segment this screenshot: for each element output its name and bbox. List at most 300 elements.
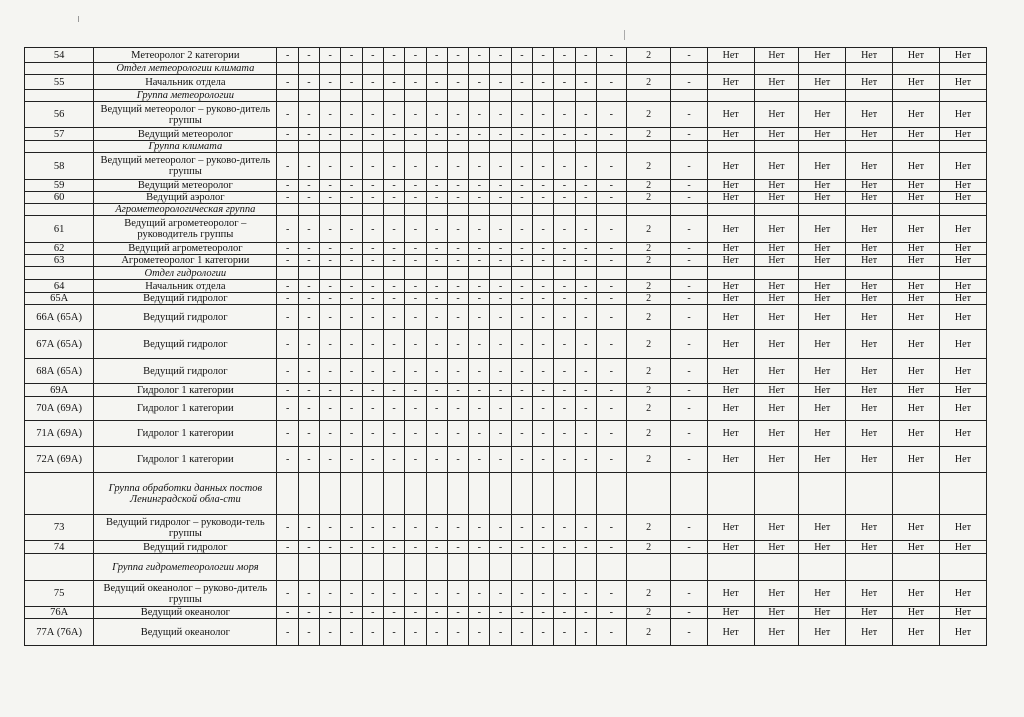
dash-cell: - bbox=[469, 359, 490, 384]
dash-cell: - bbox=[341, 359, 362, 384]
dash-cell: - bbox=[533, 243, 554, 255]
no-cell: Нет bbox=[893, 280, 940, 293]
no-cell: Нет bbox=[893, 128, 940, 141]
dash-cell: - bbox=[447, 541, 468, 554]
empty-cell bbox=[426, 554, 447, 581]
dash-cell: - bbox=[383, 75, 404, 90]
empty-cell bbox=[893, 204, 940, 216]
dash-cell: - bbox=[405, 607, 426, 619]
dash-cell: - bbox=[575, 216, 596, 243]
dash-cell: - bbox=[362, 397, 383, 421]
empty-cell bbox=[447, 267, 468, 280]
no-cell: Нет bbox=[707, 180, 754, 192]
dash-cell: - bbox=[405, 619, 426, 646]
dash-cell: - bbox=[490, 128, 511, 141]
dash-cell: - bbox=[277, 421, 298, 447]
no-cell: Нет bbox=[707, 384, 754, 397]
no-cell: Нет bbox=[893, 607, 940, 619]
dash-cell: - bbox=[405, 48, 426, 63]
dash-cell: - bbox=[575, 128, 596, 141]
dash-cell: - bbox=[426, 607, 447, 619]
empty-cell bbox=[447, 473, 468, 515]
empty-cell bbox=[575, 141, 596, 153]
empty-cell bbox=[533, 63, 554, 75]
dash-cell: - bbox=[362, 330, 383, 359]
dash-cell: - bbox=[533, 293, 554, 305]
no-cell: Нет bbox=[799, 293, 846, 305]
row-number bbox=[25, 63, 94, 75]
dash-cell: - bbox=[469, 75, 490, 90]
class-value-cell: 2 bbox=[626, 330, 671, 359]
class-value-cell: 2 bbox=[626, 75, 671, 90]
dash-cell: - bbox=[277, 330, 298, 359]
dash-cell: - bbox=[298, 192, 319, 204]
empty-cell bbox=[799, 267, 846, 280]
no-cell: Нет bbox=[939, 330, 986, 359]
dash-cell: - bbox=[671, 48, 707, 63]
dash-cell: - bbox=[447, 280, 468, 293]
empty-cell bbox=[939, 63, 986, 75]
empty-cell bbox=[405, 204, 426, 216]
dash-cell: - bbox=[490, 180, 511, 192]
position-name: Ведущий океанолог bbox=[94, 619, 277, 646]
dash-cell: - bbox=[405, 384, 426, 397]
empty-cell bbox=[277, 554, 298, 581]
dash-cell: - bbox=[511, 180, 532, 192]
dash-cell: - bbox=[671, 330, 707, 359]
empty-cell bbox=[341, 204, 362, 216]
dash-cell: - bbox=[362, 305, 383, 330]
dash-cell: - bbox=[533, 607, 554, 619]
dash-cell: - bbox=[554, 541, 575, 554]
section-title: Группа гидрометеорологии моря bbox=[94, 554, 277, 581]
dash-cell: - bbox=[490, 192, 511, 204]
class-value-cell: 2 bbox=[626, 397, 671, 421]
dash-cell: - bbox=[341, 384, 362, 397]
no-cell: Нет bbox=[799, 581, 846, 607]
dash-cell: - bbox=[298, 255, 319, 267]
dash-cell: - bbox=[671, 421, 707, 447]
dash-cell: - bbox=[469, 153, 490, 180]
empty-cell bbox=[626, 473, 671, 515]
empty-cell bbox=[533, 141, 554, 153]
table-row bbox=[25, 280, 987, 293]
dash-cell: - bbox=[447, 397, 468, 421]
dash-cell: - bbox=[320, 293, 341, 305]
dash-cell: - bbox=[596, 619, 626, 646]
empty-cell bbox=[511, 267, 532, 280]
staff-hazard-table bbox=[24, 47, 987, 646]
dash-cell: - bbox=[383, 421, 404, 447]
dash-cell: - bbox=[320, 102, 341, 128]
dash-cell: - bbox=[447, 447, 468, 473]
dash-cell: - bbox=[490, 447, 511, 473]
section-row bbox=[25, 267, 987, 280]
dash-cell: - bbox=[533, 581, 554, 607]
table-body bbox=[25, 48, 987, 646]
empty-cell bbox=[596, 63, 626, 75]
dash-cell: - bbox=[362, 216, 383, 243]
row-number: 61 bbox=[25, 216, 94, 243]
empty-cell bbox=[490, 63, 511, 75]
no-cell: Нет bbox=[799, 607, 846, 619]
dash-cell: - bbox=[320, 243, 341, 255]
dash-cell: - bbox=[511, 421, 532, 447]
empty-cell bbox=[799, 63, 846, 75]
dash-cell: - bbox=[426, 102, 447, 128]
no-cell: Нет bbox=[707, 330, 754, 359]
dash-cell: - bbox=[405, 180, 426, 192]
dash-cell: - bbox=[575, 581, 596, 607]
dash-cell: - bbox=[469, 447, 490, 473]
dash-cell: - bbox=[596, 397, 626, 421]
table-row bbox=[25, 515, 987, 541]
dash-cell: - bbox=[362, 581, 383, 607]
no-cell: Нет bbox=[939, 75, 986, 90]
dash-cell: - bbox=[383, 515, 404, 541]
dash-cell: - bbox=[554, 216, 575, 243]
empty-cell bbox=[554, 63, 575, 75]
dash-cell: - bbox=[554, 153, 575, 180]
dash-cell: - bbox=[447, 384, 468, 397]
empty-cell bbox=[707, 267, 754, 280]
empty-cell bbox=[341, 554, 362, 581]
dash-cell: - bbox=[671, 153, 707, 180]
no-cell: Нет bbox=[707, 255, 754, 267]
dash-cell: - bbox=[575, 180, 596, 192]
dash-cell: - bbox=[277, 75, 298, 90]
dash-cell: - bbox=[362, 384, 383, 397]
empty-cell bbox=[893, 473, 940, 515]
dash-cell: - bbox=[341, 619, 362, 646]
dash-cell: - bbox=[320, 255, 341, 267]
empty-cell bbox=[298, 90, 319, 102]
dash-cell: - bbox=[469, 384, 490, 397]
no-cell: Нет bbox=[893, 48, 940, 63]
dash-cell: - bbox=[575, 421, 596, 447]
dash-cell: - bbox=[426, 359, 447, 384]
dash-cell: - bbox=[671, 243, 707, 255]
class-value-cell: 2 bbox=[626, 515, 671, 541]
dash-cell: - bbox=[596, 541, 626, 554]
no-cell: Нет bbox=[754, 619, 799, 646]
class-value-cell: 2 bbox=[626, 293, 671, 305]
dash-cell: - bbox=[277, 48, 298, 63]
dash-cell: - bbox=[447, 128, 468, 141]
no-cell: Нет bbox=[799, 447, 846, 473]
dash-cell: - bbox=[575, 255, 596, 267]
position-name: Ведущий океанолог bbox=[94, 607, 277, 619]
no-cell: Нет bbox=[799, 243, 846, 255]
no-cell: Нет bbox=[846, 128, 893, 141]
position-name: Гидролог 1 категории bbox=[94, 447, 277, 473]
dash-cell: - bbox=[447, 421, 468, 447]
dash-cell: - bbox=[533, 421, 554, 447]
class-value-cell: 2 bbox=[626, 243, 671, 255]
row-number bbox=[25, 204, 94, 216]
dash-cell: - bbox=[341, 180, 362, 192]
dash-cell: - bbox=[405, 359, 426, 384]
no-cell: Нет bbox=[846, 619, 893, 646]
dash-cell: - bbox=[383, 607, 404, 619]
dash-cell: - bbox=[575, 192, 596, 204]
dash-cell: - bbox=[596, 330, 626, 359]
dash-cell: - bbox=[511, 216, 532, 243]
dash-cell: - bbox=[511, 447, 532, 473]
dash-cell: - bbox=[383, 153, 404, 180]
dash-cell: - bbox=[426, 541, 447, 554]
no-cell: Нет bbox=[846, 75, 893, 90]
dash-cell: - bbox=[511, 102, 532, 128]
dash-cell: - bbox=[341, 192, 362, 204]
table-row bbox=[25, 607, 987, 619]
no-cell: Нет bbox=[893, 102, 940, 128]
dash-cell: - bbox=[341, 581, 362, 607]
empty-cell bbox=[469, 141, 490, 153]
dash-cell: - bbox=[405, 293, 426, 305]
no-cell: Нет bbox=[707, 581, 754, 607]
dash-cell: - bbox=[320, 128, 341, 141]
dash-cell: - bbox=[383, 581, 404, 607]
dash-cell: - bbox=[341, 397, 362, 421]
empty-cell bbox=[846, 63, 893, 75]
dash-cell: - bbox=[447, 581, 468, 607]
no-cell: Нет bbox=[754, 192, 799, 204]
no-cell: Нет bbox=[846, 102, 893, 128]
no-cell: Нет bbox=[754, 607, 799, 619]
empty-cell bbox=[341, 141, 362, 153]
empty-cell bbox=[383, 473, 404, 515]
row-number: 58 bbox=[25, 153, 94, 180]
no-cell: Нет bbox=[893, 255, 940, 267]
section-row bbox=[25, 554, 987, 581]
dash-cell: - bbox=[426, 581, 447, 607]
no-cell: Нет bbox=[846, 280, 893, 293]
dash-cell: - bbox=[362, 607, 383, 619]
dash-cell: - bbox=[533, 48, 554, 63]
row-number: 65А bbox=[25, 293, 94, 305]
table-row bbox=[25, 447, 987, 473]
no-cell: Нет bbox=[707, 293, 754, 305]
dash-cell: - bbox=[341, 607, 362, 619]
section-title: Агрометеорологическая группа bbox=[94, 204, 277, 216]
empty-cell bbox=[341, 90, 362, 102]
table-row bbox=[25, 75, 987, 90]
dash-cell: - bbox=[533, 330, 554, 359]
row-number: 55 bbox=[25, 75, 94, 90]
empty-cell bbox=[754, 267, 799, 280]
dash-cell: - bbox=[533, 384, 554, 397]
dash-cell: - bbox=[447, 75, 468, 90]
empty-cell bbox=[671, 90, 707, 102]
position-name: Ведущий гидролог bbox=[94, 330, 277, 359]
dash-cell: - bbox=[362, 180, 383, 192]
empty-cell bbox=[320, 554, 341, 581]
empty-cell bbox=[277, 204, 298, 216]
empty-cell bbox=[320, 63, 341, 75]
dash-cell: - bbox=[362, 359, 383, 384]
no-cell: Нет bbox=[707, 216, 754, 243]
dash-cell: - bbox=[533, 397, 554, 421]
empty-cell bbox=[754, 204, 799, 216]
dash-cell: - bbox=[575, 293, 596, 305]
dash-cell: - bbox=[596, 243, 626, 255]
table-row bbox=[25, 255, 987, 267]
empty-cell bbox=[426, 267, 447, 280]
class-value-cell: 2 bbox=[626, 280, 671, 293]
no-cell: Нет bbox=[799, 305, 846, 330]
empty-cell bbox=[671, 267, 707, 280]
dash-cell: - bbox=[405, 192, 426, 204]
empty-cell bbox=[511, 63, 532, 75]
dash-cell: - bbox=[575, 280, 596, 293]
empty-cell bbox=[799, 141, 846, 153]
empty-cell bbox=[383, 63, 404, 75]
empty-cell bbox=[533, 90, 554, 102]
row-number: 75 bbox=[25, 581, 94, 607]
dash-cell: - bbox=[362, 75, 383, 90]
dash-cell: - bbox=[277, 581, 298, 607]
dash-cell: - bbox=[671, 581, 707, 607]
dash-cell: - bbox=[596, 153, 626, 180]
scan-speck bbox=[624, 30, 625, 40]
dash-cell: - bbox=[671, 305, 707, 330]
table-row bbox=[25, 305, 987, 330]
dash-cell: - bbox=[671, 255, 707, 267]
empty-cell bbox=[575, 473, 596, 515]
dash-cell: - bbox=[554, 305, 575, 330]
empty-cell bbox=[447, 63, 468, 75]
dash-cell: - bbox=[511, 607, 532, 619]
dash-cell: - bbox=[320, 192, 341, 204]
class-value-cell: 2 bbox=[626, 192, 671, 204]
empty-cell bbox=[383, 267, 404, 280]
dash-cell: - bbox=[490, 305, 511, 330]
empty-cell bbox=[277, 473, 298, 515]
empty-cell bbox=[447, 554, 468, 581]
dash-cell: - bbox=[533, 192, 554, 204]
no-cell: Нет bbox=[846, 243, 893, 255]
dash-cell: - bbox=[383, 128, 404, 141]
class-value-cell: 2 bbox=[626, 48, 671, 63]
empty-cell bbox=[575, 204, 596, 216]
empty-cell bbox=[707, 90, 754, 102]
empty-cell bbox=[893, 554, 940, 581]
dash-cell: - bbox=[533, 305, 554, 330]
dash-cell: - bbox=[575, 153, 596, 180]
dash-cell: - bbox=[320, 384, 341, 397]
empty-cell bbox=[846, 473, 893, 515]
empty-cell bbox=[799, 554, 846, 581]
dash-cell: - bbox=[554, 421, 575, 447]
dash-cell: - bbox=[554, 619, 575, 646]
dash-cell: - bbox=[383, 384, 404, 397]
no-cell: Нет bbox=[754, 384, 799, 397]
dash-cell: - bbox=[511, 330, 532, 359]
empty-cell bbox=[754, 90, 799, 102]
dash-cell: - bbox=[533, 128, 554, 141]
dash-cell: - bbox=[362, 541, 383, 554]
no-cell: Нет bbox=[754, 102, 799, 128]
dash-cell: - bbox=[533, 280, 554, 293]
position-name: Ведущий агрометеоролог – руководитель группы bbox=[94, 216, 277, 243]
empty-cell bbox=[298, 473, 319, 515]
dash-cell: - bbox=[554, 330, 575, 359]
empty-cell bbox=[554, 267, 575, 280]
dash-cell: - bbox=[469, 180, 490, 192]
no-cell: Нет bbox=[939, 515, 986, 541]
dash-cell: - bbox=[405, 128, 426, 141]
row-number bbox=[25, 141, 94, 153]
dash-cell: - bbox=[490, 330, 511, 359]
dash-cell: - bbox=[426, 48, 447, 63]
dash-cell: - bbox=[671, 397, 707, 421]
dash-cell: - bbox=[469, 619, 490, 646]
dash-cell: - bbox=[469, 305, 490, 330]
dash-cell: - bbox=[596, 607, 626, 619]
dash-cell: - bbox=[298, 102, 319, 128]
dash-cell: - bbox=[405, 421, 426, 447]
row-number bbox=[25, 267, 94, 280]
dash-cell: - bbox=[490, 619, 511, 646]
empty-cell bbox=[671, 473, 707, 515]
dash-cell: - bbox=[575, 619, 596, 646]
dash-cell: - bbox=[341, 48, 362, 63]
no-cell: Нет bbox=[939, 180, 986, 192]
no-cell: Нет bbox=[846, 192, 893, 204]
dash-cell: - bbox=[490, 102, 511, 128]
no-cell: Нет bbox=[799, 128, 846, 141]
empty-cell bbox=[511, 90, 532, 102]
dash-cell: - bbox=[362, 280, 383, 293]
dash-cell: - bbox=[383, 192, 404, 204]
dash-cell: - bbox=[426, 421, 447, 447]
no-cell: Нет bbox=[707, 75, 754, 90]
no-cell: Нет bbox=[754, 515, 799, 541]
dash-cell: - bbox=[511, 541, 532, 554]
dash-cell: - bbox=[554, 192, 575, 204]
dash-cell: - bbox=[426, 515, 447, 541]
no-cell: Нет bbox=[939, 607, 986, 619]
dash-cell: - bbox=[341, 255, 362, 267]
dash-cell: - bbox=[469, 581, 490, 607]
row-number: 54 bbox=[25, 48, 94, 63]
empty-cell bbox=[469, 473, 490, 515]
row-number: 76А bbox=[25, 607, 94, 619]
dash-cell: - bbox=[277, 102, 298, 128]
table-row bbox=[25, 397, 987, 421]
no-cell: Нет bbox=[799, 397, 846, 421]
position-name: Гидролог 1 категории bbox=[94, 421, 277, 447]
empty-cell bbox=[626, 554, 671, 581]
dash-cell: - bbox=[596, 216, 626, 243]
dash-cell: - bbox=[320, 515, 341, 541]
dash-cell: - bbox=[575, 305, 596, 330]
empty-cell bbox=[707, 473, 754, 515]
dash-cell: - bbox=[383, 293, 404, 305]
dash-cell: - bbox=[298, 397, 319, 421]
empty-cell bbox=[320, 141, 341, 153]
dash-cell: - bbox=[277, 180, 298, 192]
dash-cell: - bbox=[298, 330, 319, 359]
dash-cell: - bbox=[320, 397, 341, 421]
no-cell: Нет bbox=[799, 384, 846, 397]
no-cell: Нет bbox=[939, 102, 986, 128]
dash-cell: - bbox=[426, 397, 447, 421]
no-cell: Нет bbox=[846, 515, 893, 541]
no-cell: Нет bbox=[846, 293, 893, 305]
no-cell: Нет bbox=[846, 216, 893, 243]
